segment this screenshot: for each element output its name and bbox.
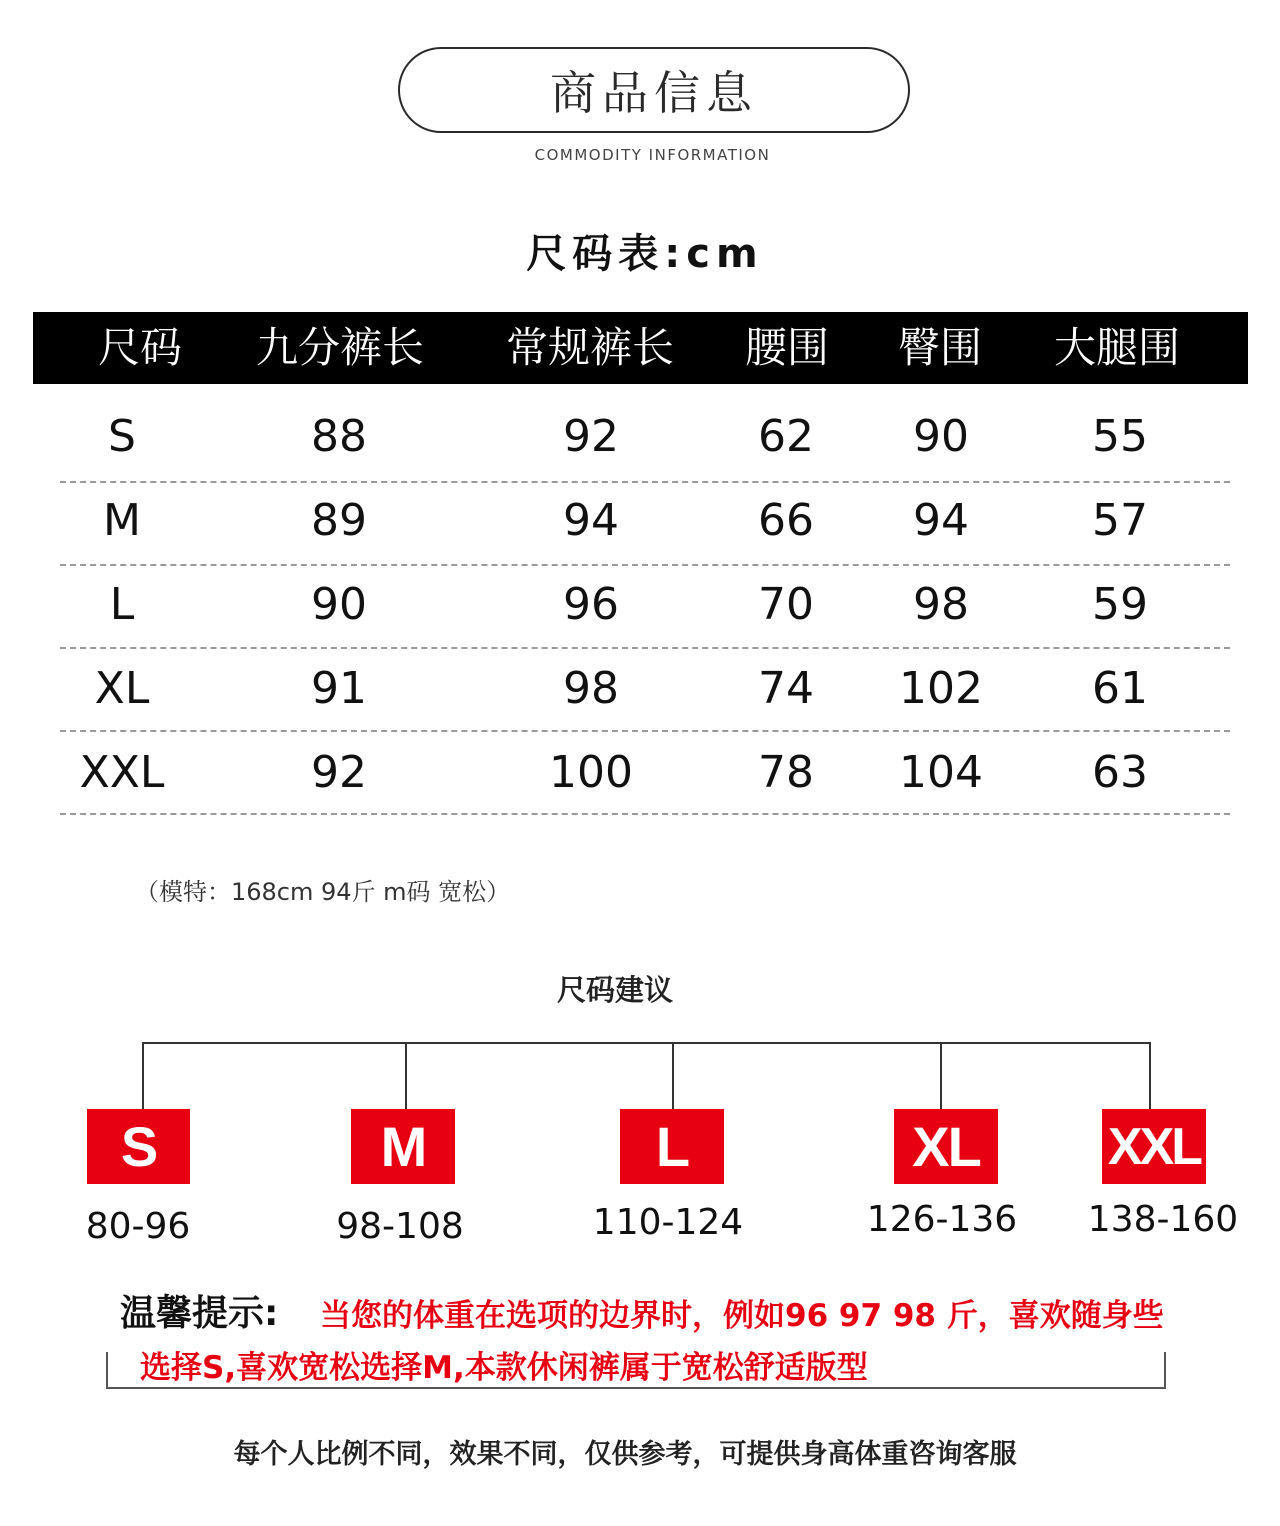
section-title-pill — [398, 47, 910, 133]
table-cell: 66 — [758, 495, 814, 546]
table-cell: 92 — [311, 747, 367, 798]
table-cell: 59 — [1092, 579, 1148, 630]
table-cell: 89 — [311, 495, 367, 546]
column-header-thigh: 大腿围 — [1053, 323, 1181, 372]
size-badge-xxl: XXL — [1102, 1109, 1206, 1184]
connector-drop — [672, 1042, 674, 1110]
table-cell: M — [103, 495, 141, 546]
section-subtitle: COMMODITY INFORMATION — [534, 146, 771, 164]
table-cell: 78 — [758, 747, 814, 798]
model-note: （模特：168cm 94斤 m码 宽松） — [135, 878, 511, 906]
table-cell: 63 — [1092, 747, 1148, 798]
table-cell: 94 — [913, 495, 969, 546]
table-cell: 61 — [1092, 663, 1148, 714]
connector-drop — [142, 1042, 144, 1110]
tip-label: 温馨提示: — [120, 1293, 279, 1334]
connector-line — [142, 1042, 1151, 1044]
table-cell: XXL — [79, 747, 165, 798]
table-cell: 94 — [563, 495, 619, 546]
size-badge-l: L — [620, 1109, 724, 1184]
table-cell: 92 — [563, 411, 619, 462]
section-title: 商品信息 — [550, 66, 758, 120]
weight-range-xl: 126-136 — [866, 1199, 1018, 1240]
column-header-waist: 腰围 — [744, 323, 830, 372]
table-cell: S — [108, 411, 136, 462]
weight-range-m: 98-108 — [336, 1206, 464, 1247]
weight-range-s: 80-96 — [85, 1206, 191, 1247]
weight-range-xxl: 138-160 — [1087, 1199, 1239, 1240]
column-header-size: 尺码 — [97, 323, 183, 372]
size-table-title: 尺码表:cm — [526, 231, 764, 277]
table-cell: 88 — [311, 411, 367, 462]
size-badge-xl: XL — [894, 1109, 998, 1184]
row-divider — [60, 813, 1230, 815]
tip-text-line2: 选择S,喜欢宽松选择M,本款休闲裤属于宽松舒适版型 — [140, 1350, 868, 1386]
column-header-hip: 臀围 — [897, 323, 983, 372]
table-row — [0, 473, 1280, 557]
table-cell: 62 — [758, 411, 814, 462]
table-row — [0, 725, 1280, 809]
table-cell: 98 — [563, 663, 619, 714]
table-cell: XL — [94, 663, 150, 714]
column-header-regular-length: 常规裤长 — [505, 323, 675, 372]
table-cell: 55 — [1092, 411, 1148, 462]
table-cell: 100 — [549, 747, 633, 798]
table-cell: 90 — [311, 579, 367, 630]
tip-text-line1: 当您的体重在选项的边界时，例如96 97 98 斤，喜欢随身些 — [320, 1298, 1164, 1334]
table-cell: 57 — [1092, 495, 1148, 546]
size-badge-s: S — [87, 1109, 190, 1184]
size-recommendation-title: 尺码建议 — [556, 973, 673, 1007]
footer-note: 每个人比例不同，效果不同，仅供参考，可提供身高体重咨询客服 — [233, 1439, 1017, 1470]
table-cell: 102 — [899, 663, 983, 714]
table-cell: 70 — [758, 579, 814, 630]
connector-drop — [405, 1042, 407, 1110]
table-cell: 91 — [311, 663, 367, 714]
connector-drop — [1149, 1042, 1151, 1110]
table-cell: 104 — [899, 747, 983, 798]
size-table-header — [33, 312, 1248, 384]
connector-drop — [940, 1042, 942, 1110]
size-badge-m: M — [351, 1109, 455, 1184]
table-cell: 90 — [913, 411, 969, 462]
table-row — [0, 389, 1280, 473]
table-cell: L — [109, 579, 135, 630]
table-row — [0, 641, 1280, 725]
table-cell: 96 — [563, 579, 619, 630]
table-cell: 74 — [758, 663, 814, 714]
table-cell: 98 — [913, 579, 969, 630]
weight-range-l: 110-124 — [592, 1202, 744, 1243]
column-header-cropped-length: 九分裤长 — [255, 323, 425, 372]
table-row — [0, 557, 1280, 641]
